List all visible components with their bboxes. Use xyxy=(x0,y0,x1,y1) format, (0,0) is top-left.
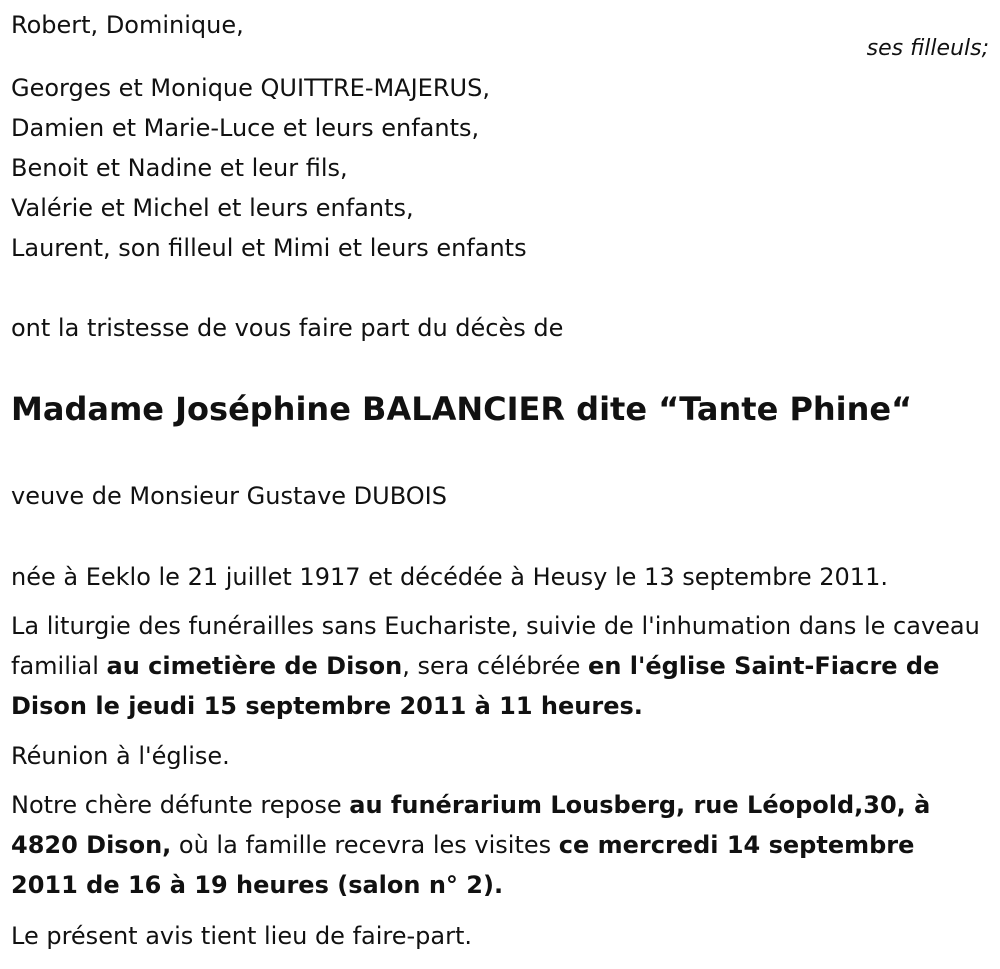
repose-text-1: Notre chère défunte repose xyxy=(11,791,350,819)
liturgy-text-2: , sera célébrée xyxy=(402,652,589,680)
cemetery-place: au cimetière de Dison xyxy=(106,652,403,680)
repose-text-2: où la famille recevra les visites xyxy=(171,831,559,859)
liturgy-paragraph xyxy=(11,606,986,726)
announcement-text: ont la tristesse de vous faire part du décès de xyxy=(11,314,564,342)
church-ceremony-details: en l'église Saint-Fiacre de Dison le jeudi 15 septembre 2011 à 11 heures. xyxy=(11,652,940,720)
widow-of-text: veuve de Monsieur Gustave DUBOIS xyxy=(11,482,447,510)
family-line-3: Benoit et Nadine et leur fils, xyxy=(11,154,348,182)
reunion-text: Réunion à l'église. xyxy=(11,742,230,770)
family-line-4: Valérie et Michel et leurs enfants, xyxy=(11,194,414,222)
liturgy-text-1: La liturgie des funérailles sans Euchariste, suivie de l'inhumation dans le caveau familial xyxy=(11,612,980,680)
visit-schedule: ce mercredi 14 septembre 2011 de 16 à 19 heures (salon n° 2). xyxy=(11,831,915,899)
header-first-line: Robert, Dominique, xyxy=(11,11,244,39)
family-line-5: Laurent, son filleul et Mimi et leurs enfants xyxy=(11,234,527,262)
deceased-name: Madame Joséphine BALANCIER dite “Tante Phine“ xyxy=(11,390,913,428)
closing-text: Le présent avis tient lieu de faire-part. xyxy=(11,922,473,950)
funerarium-address: au funérarium Lousberg, rue Léopold,30, à 4820 Dison, xyxy=(11,791,931,859)
family-line-1: Georges et Monique QUITTRE-MAJERUS, xyxy=(11,74,490,102)
birth-death-text: née à Eeklo le 21 juillet 1917 et décédée à Heusy le 13 septembre 2011. xyxy=(11,563,888,591)
godchildren-label: ses filleuls; xyxy=(866,36,989,61)
repose-paragraph xyxy=(11,785,986,905)
family-line-2: Damien et Marie-Luce et leurs enfants, xyxy=(11,114,480,142)
